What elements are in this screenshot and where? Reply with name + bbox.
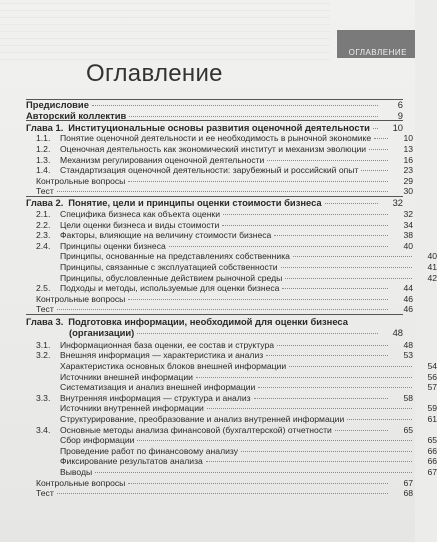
dot-leader — [293, 256, 412, 257]
toc-review-item[interactable] — [26, 294, 413, 304]
page-number: 44 — [403, 283, 413, 294]
toc-chapter-heading[interactable] — [26, 123, 403, 133]
dot-leader — [361, 170, 388, 171]
section-number: 2.2. — [36, 219, 51, 230]
page-number: 32 — [392, 197, 403, 209]
page-number: 46 — [403, 293, 413, 304]
entry-title: Источники внешней информации — [60, 371, 193, 382]
entry-title: Стандартизация оценочной деятельности: зарубежный и российский опыт — [60, 165, 359, 176]
dot-leader — [128, 181, 388, 182]
toc-section[interactable] — [26, 144, 413, 154]
section-tab-label: ОГЛАВЛЕНИЕ — [348, 48, 407, 57]
page-number: 54 — [427, 360, 437, 371]
section-tab — [337, 30, 415, 58]
page-number: 34 — [403, 219, 413, 230]
entry-title: Факторы, влияющие на величину стоимости бизнеса — [60, 230, 272, 241]
dot-leader — [277, 345, 388, 346]
toc-subsection[interactable] — [26, 414, 437, 424]
toc-section[interactable] — [26, 425, 413, 435]
page-number: 48 — [392, 327, 403, 339]
page-title: Оглавление — [86, 60, 223, 87]
page-number: 40 — [427, 251, 437, 262]
dot-leader — [222, 225, 388, 226]
chapter-number: Глава 1. — [26, 121, 64, 133]
toc-chapter-heading-cont[interactable] — [26, 328, 403, 338]
entry-title: Тест — [36, 488, 54, 499]
toc-subsection[interactable] — [26, 361, 437, 371]
entry-title: Тест — [36, 304, 54, 315]
dot-leader — [335, 430, 388, 431]
page-number: 30 — [403, 186, 413, 197]
page-number: 66 — [427, 456, 437, 467]
page-number: 46 — [403, 304, 413, 315]
dot-leader — [206, 461, 412, 462]
section-number: 2.1. — [36, 209, 51, 219]
page-number: 6 — [397, 99, 403, 110]
page-number: 53 — [403, 350, 413, 361]
entry-title: Принципы, основанные на представлениях собственника — [60, 251, 290, 262]
divider-rule — [26, 314, 403, 315]
entry-title: Понятие, цели и принципы оценки стоимости бизнеса — [68, 197, 322, 209]
background-texture — [0, 0, 330, 60]
divider-rule — [26, 99, 403, 100]
entry-title: Систематизация и анализ внешней информации — [60, 382, 256, 393]
toc-section[interactable] — [26, 393, 413, 403]
dot-leader — [325, 203, 378, 204]
dot-leader — [169, 246, 388, 247]
dot-leader — [369, 149, 388, 150]
entry-title: Подходы и методы, используемые для оценки бизнеса — [60, 283, 280, 294]
toc-chapter-heading[interactable] — [26, 198, 403, 208]
dot-leader — [274, 235, 388, 236]
entry-title: Оценочная деятельность как экономический институт и механизм эволюции — [60, 143, 367, 154]
toc-subsection[interactable] — [26, 456, 437, 466]
section-number: 1.4. — [36, 165, 51, 176]
entry-title: Внешняя информация — характеристика и анализ — [60, 350, 264, 361]
entry-title: Проведение работ по финансовому анализу — [60, 445, 239, 456]
entry-title: Принципы оценки бизнеса — [60, 240, 166, 251]
dot-leader — [258, 387, 412, 388]
page-number: 58 — [403, 392, 413, 403]
page-number: 42 — [427, 272, 437, 283]
section-number: 3.1. — [36, 339, 51, 350]
dot-leader — [95, 472, 412, 473]
toc-subsection[interactable] — [26, 382, 437, 392]
dot-leader — [129, 116, 378, 117]
dot-leader — [57, 493, 388, 494]
entry-title: Контрольные вопросы — [36, 293, 126, 304]
toc-front-matter[interactable] — [26, 100, 403, 110]
entry-title: Понятие оценочной деятельности и ее необходимость в рыночной экономике — [60, 133, 372, 144]
toc-review-item[interactable] — [26, 488, 413, 498]
page-number: 48 — [403, 339, 413, 350]
entry-title: Основные методы анализа финансовой (бухгалтерской) отчетности — [60, 424, 332, 435]
entry-title: Принципы, обусловленные действием рыночной среды — [60, 272, 283, 283]
toc-subsection[interactable] — [26, 435, 437, 445]
toc-chapter-heading[interactable] — [26, 317, 403, 327]
page-number: 29 — [403, 175, 413, 186]
dot-leader — [241, 451, 412, 452]
toc-section[interactable] — [26, 340, 413, 350]
entry-title: Принципы, связанные с эксплуатацией собственности — [60, 262, 278, 272]
toc-subsection[interactable] — [26, 372, 437, 382]
divider-rule — [26, 196, 403, 197]
toc-section[interactable] — [26, 283, 413, 293]
dot-leader — [373, 128, 378, 129]
toc-section[interactable] — [26, 165, 413, 175]
page-number: 66 — [427, 445, 437, 456]
page-number: 10 — [392, 121, 403, 133]
dot-leader — [281, 267, 412, 268]
page-number: 41 — [427, 262, 437, 272]
page-number: 67 — [427, 466, 437, 477]
chapter-number: Глава 2. — [26, 197, 64, 209]
entry-title: Структурирование, преобразование и анализ внутренней информации — [60, 413, 345, 424]
page-number: 57 — [427, 382, 437, 393]
page-number: 56 — [427, 371, 437, 382]
toc-section[interactable] — [26, 209, 413, 219]
toc-section[interactable] — [26, 241, 413, 251]
page-number: 10 — [403, 133, 413, 144]
dot-leader — [196, 377, 412, 378]
page-number: 9 — [397, 109, 403, 121]
toc-subsection[interactable] — [26, 467, 437, 477]
entry-title: Характеристика основных блоков внешней информации — [60, 360, 287, 371]
chapter-number: Глава 3. — [26, 315, 64, 327]
dot-leader — [57, 309, 388, 310]
dot-leader — [347, 419, 412, 420]
page-number: 61 — [427, 413, 437, 424]
toc-section[interactable] — [26, 155, 413, 165]
entry-title: Информационная база оценки, ее состав и структура — [60, 339, 275, 350]
section-number: 3.4. — [36, 424, 51, 435]
toc-section[interactable] — [26, 350, 413, 360]
entry-title: Предисловие — [26, 99, 89, 110]
toc-subsection[interactable] — [26, 251, 437, 261]
toc-front-matter[interactable] — [26, 111, 403, 121]
page-number: 23 — [403, 165, 413, 176]
toc-section[interactable] — [26, 230, 413, 240]
section-number: 3.3. — [36, 392, 51, 403]
toc-review-item[interactable] — [26, 304, 413, 314]
entry-title: Институциональные основы развития оценочной деятельности — [68, 121, 370, 133]
dot-leader — [92, 105, 378, 106]
toc-review-item[interactable] — [26, 176, 413, 186]
toc-section[interactable] — [26, 133, 413, 143]
dot-leader — [207, 408, 412, 409]
dot-leader — [374, 138, 388, 139]
dot-leader — [285, 278, 412, 279]
entry-title: Выводы — [60, 466, 93, 477]
toc-subsection[interactable] — [26, 262, 437, 272]
entry-title: Контрольные вопросы — [36, 477, 126, 488]
divider-rule — [26, 120, 403, 121]
toc-subsection[interactable] — [26, 403, 437, 413]
entry-title: Механизм регулирования оценочной деятельности — [60, 154, 265, 165]
dot-leader — [254, 398, 388, 399]
dot-leader — [137, 440, 412, 441]
dot-leader — [266, 355, 388, 356]
page-number: 67 — [403, 477, 413, 488]
page-number: 16 — [403, 154, 413, 165]
section-number: 1.2. — [36, 143, 51, 154]
page-number: 38 — [403, 230, 413, 241]
entry-title: Источники внутренней информации — [60, 403, 204, 414]
dot-leader — [137, 333, 378, 334]
dot-leader — [128, 483, 388, 484]
toc-review-item[interactable] — [26, 186, 413, 196]
toc-subsection[interactable] — [26, 273, 437, 283]
entry-title: Фиксирование результатов анализа — [60, 456, 203, 467]
page-number: 13 — [403, 143, 413, 154]
section-number: 2.3. — [36, 230, 51, 241]
section-number: 1.1. — [36, 133, 51, 144]
dot-leader — [128, 299, 388, 300]
section-number: 2.5. — [36, 283, 51, 294]
entry-title: Авторский коллектив — [26, 109, 127, 121]
dot-leader — [267, 160, 388, 161]
entry-title: Сбор информации — [60, 435, 135, 446]
page-number: 32 — [403, 209, 413, 219]
section-number: 3.2. — [36, 350, 51, 361]
page-number: 65 — [403, 424, 413, 435]
section-number: 2.4. — [36, 240, 51, 251]
chapter-title-cont: (организации) — [69, 327, 135, 339]
entry-title: Внутренняя информация — структура и анализ — [60, 392, 251, 403]
dot-leader — [289, 366, 412, 367]
entry-title: Специфика бизнеса как объекта оценки — [60, 209, 220, 219]
toc-review-item[interactable] — [26, 478, 413, 488]
page-number: 68 — [403, 488, 413, 499]
toc-section[interactable] — [26, 220, 413, 230]
chapter-title: Подготовка информации, необходимой для оценки бизнеса — [68, 315, 348, 327]
page-number: 59 — [427, 403, 437, 414]
dot-leader — [57, 191, 388, 192]
section-number: 1.3. — [36, 154, 51, 165]
entry-title: Контрольные вопросы — [36, 175, 126, 186]
toc-subsection[interactable] — [26, 446, 437, 456]
page-number: 65 — [427, 435, 437, 446]
entry-title: Цели оценки бизнеса и виды стоимости — [60, 219, 220, 230]
page-number: 40 — [403, 240, 413, 251]
dot-leader — [223, 214, 388, 215]
entry-title: Тест — [36, 186, 54, 197]
dot-leader — [282, 288, 388, 289]
